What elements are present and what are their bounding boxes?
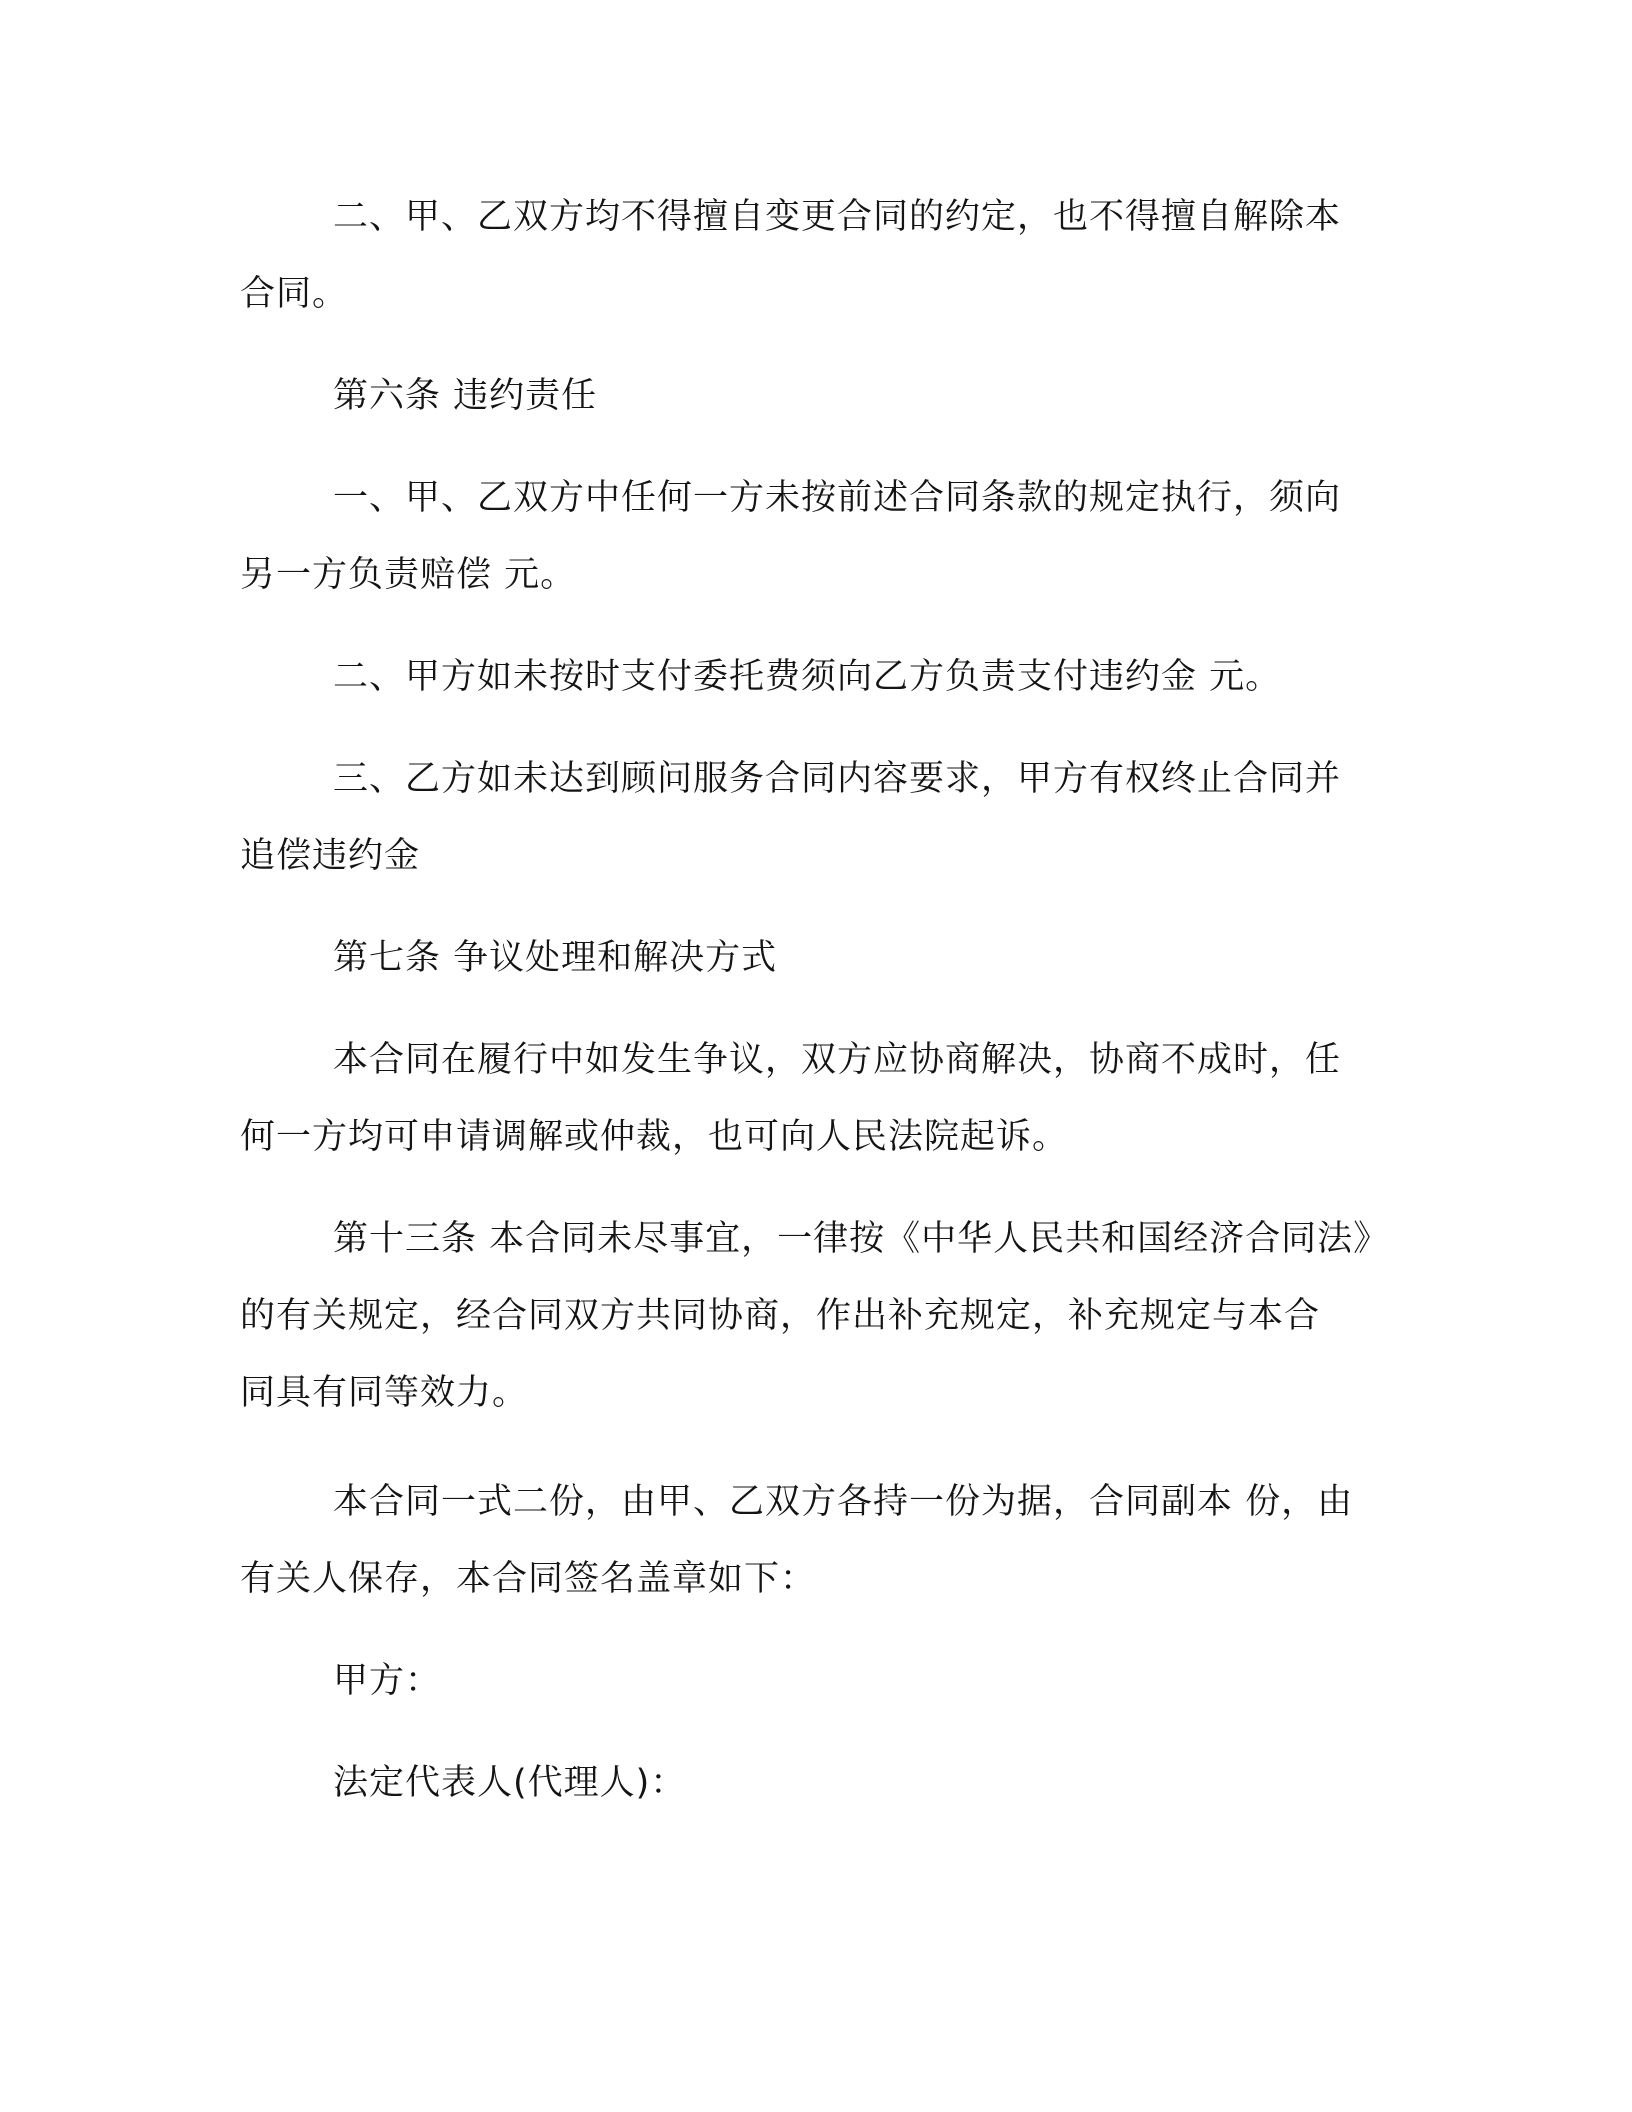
paragraph-line: 合同。 xyxy=(240,274,349,314)
party-a-label: 甲方： xyxy=(333,1661,442,1701)
paragraph-line: 的有关规定，经合同双方共同协商，作出补充规定，补充规定与本合 xyxy=(240,1296,1321,1336)
paragraph-line: 有关人保存，本合同签名盖章如下： xyxy=(240,1559,817,1599)
legal-representative-label: 法定代表人(代理人)： xyxy=(333,1763,687,1803)
paragraph-line: 本合同在履行中如发生争议，双方应协商解决，协商不成时，任 xyxy=(333,1040,1342,1080)
article-heading: 第六条 违约责任 xyxy=(333,376,598,416)
paragraph-line: 本合同一式二份，由甲、乙双方各持一份为据，合同副本 份，由 xyxy=(333,1482,1354,1522)
paragraph-line: 二、甲方如未按时支付委托费须向乙方负责支付违约金 元。 xyxy=(333,657,1282,697)
paragraph-line: 第十三条 本合同未尽事宜，一律按《中华人民共和国经济合同法》 xyxy=(333,1219,1390,1259)
paragraph-line: 二、甲、乙双方均不得擅自变更合同的约定，也不得擅自解除本 xyxy=(333,197,1342,237)
article-heading: 第七条 争议处理和解决方式 xyxy=(333,938,778,978)
paragraph-line: 同具有同等效力。 xyxy=(240,1373,529,1413)
paragraph-line: 一、甲、乙双方中任何一方未按前述合同条款的规定执行，须向 xyxy=(333,478,1342,518)
paragraph-line: 追偿违约金 xyxy=(240,836,421,876)
paragraph-line: 何一方均可申请调解或仲裁，也可向人民法院起诉。 xyxy=(240,1117,1069,1157)
paragraph-line: 另一方负责赔偿 元。 xyxy=(240,555,577,595)
paragraph-line: 三、乙方如未达到顾问服务合同内容要求，甲方有权终止合同并 xyxy=(333,759,1342,799)
